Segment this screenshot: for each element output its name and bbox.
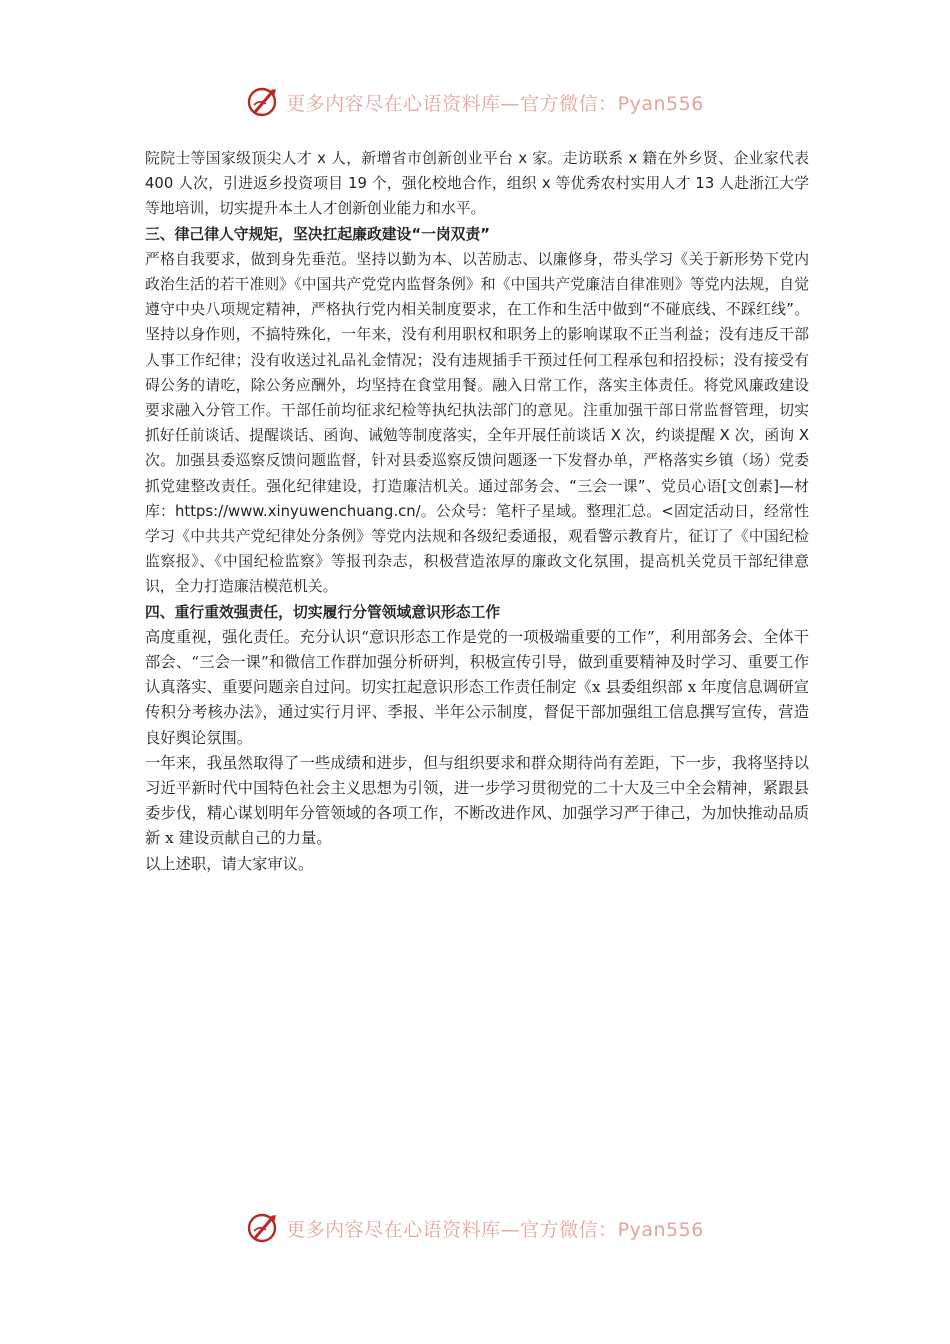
document-body [145, 146, 809, 877]
watermark-header [0, 82, 950, 122]
pen-logo-icon [246, 85, 280, 119]
watermark-footer [0, 1208, 950, 1248]
section-heading: 三、律己律人守规矩，坚决扛起廉政建设“一岗双责” [145, 225, 490, 243]
watermark-text: 更多内容尽在心语资料库—官方微信：Pyan556 [286, 1218, 704, 1241]
pen-logo-icon [246, 1211, 280, 1245]
section-heading: 四、重行重效强责任，切实履行分管领域意识形态工作 [145, 603, 501, 621]
watermark-text: 更多内容尽在心语资料库—官方微信：Pyan556 [286, 92, 704, 115]
closing-line: 以上述职，请大家审议。 [145, 854, 314, 873]
paragraph: 一年来，我虽然取得了一些成绩和进步，但与组织要求和群众期待尚有差距，下一步，我将坚持以习近平新时代中国特色社会主义思想为引领，进一步学习贯彻党的二十大及三中全会精神，紧跟县委步伐，精心谋划明年分管领域的各项工作，不断改进作风、加强学习严于律己，为加快推动品质新 x 建设贡献自己的力量。 [145, 753, 809, 848]
paragraph: 高度重视，强化责任。充分认识“意识形态工作是党的一项极端重要的工作”，利用部务会、全体干部会、“三会一课”和微信工作群加强分析研判，积极宣传引导，做到重要精神及时学习、重要工作认真落实、重要问题亲自过问。切实扛起意识形态工作责任制定《x 县委组织部 x 年度信息调研宣传积分考核办法》，通过实行月评、季报、半年公示制度，督促干部加强组工信息撰写宣传，营造良好舆论氛围。 [145, 627, 809, 747]
paragraph: 严格自我要求，做到身先垂范。坚持以勤为本、以苦励志、以廉修身，带头学习《关于新形势下党内政治生活的若干准则》《中国共产党党内监督条例》和《中国共产党廉洁自律准则》等党内法规，自觉遵守中央八项规定精神，严格执行党内相关制度要求，在工作和生活中做到“不碰底线、不踩红线”。坚持以身作则，不搞特殊化，一年来，没有利用职权和职务上的影响谋取不正当利益；没有违反干部人事工作纪律；没有收送过礼品礼金情况；没有违规插手干预过任何工程承包和招投标；没有接受有碍公务的请吃，除公务应酬外，均坚持在食堂用餐。融入日常工作，落实主体责任。将党风廉政建设要求融入分管工作。干部任前均征求纪检等执纪执法部门的意见。注重加强干部日常监督管理，切实抓好任前谈话、提醒谈话、函询、诫勉等制度落实，全年开展任前谈话 X 次，约谈提醒 X 次，函询 X 次。加强县委巡察反馈问题监督，针对县委巡察反馈问题逐一下发督办单，严格落实乡镇（场）党委抓党建整改责任。强化纪律建设，打造廉洁机关。通过部务会、“三会一课”、党员心语[文创素]—材库：https://www.xinyuwenchuang.cn/。公众号：笔杆子星域。整理汇总。<固定活动日，经常性学习《中共共产党纪律处分条例》等党内法规和各级纪委通报，观看警示教育片，征订了《中国纪检监察报》、《中国纪检监察》等报刊杂志，积极营造浓厚的廉政文化氛围，提高机关党员干部纪律意识，全力打造廉洁模范机关。 [145, 250, 809, 596]
paragraph: 院院士等国家级顶尖人才 x 人，新增省市创新创业平台 x 家。走访联系 x 籍在外乡贤、企业家代表 400 人次，引进返乡投资项目 19 个，强化校地合作，组织 x 等优秀农村实用人才 13 人赴浙江大学等地培训，切实提升本土人才创新创业能力和水平。 [145, 150, 809, 218]
